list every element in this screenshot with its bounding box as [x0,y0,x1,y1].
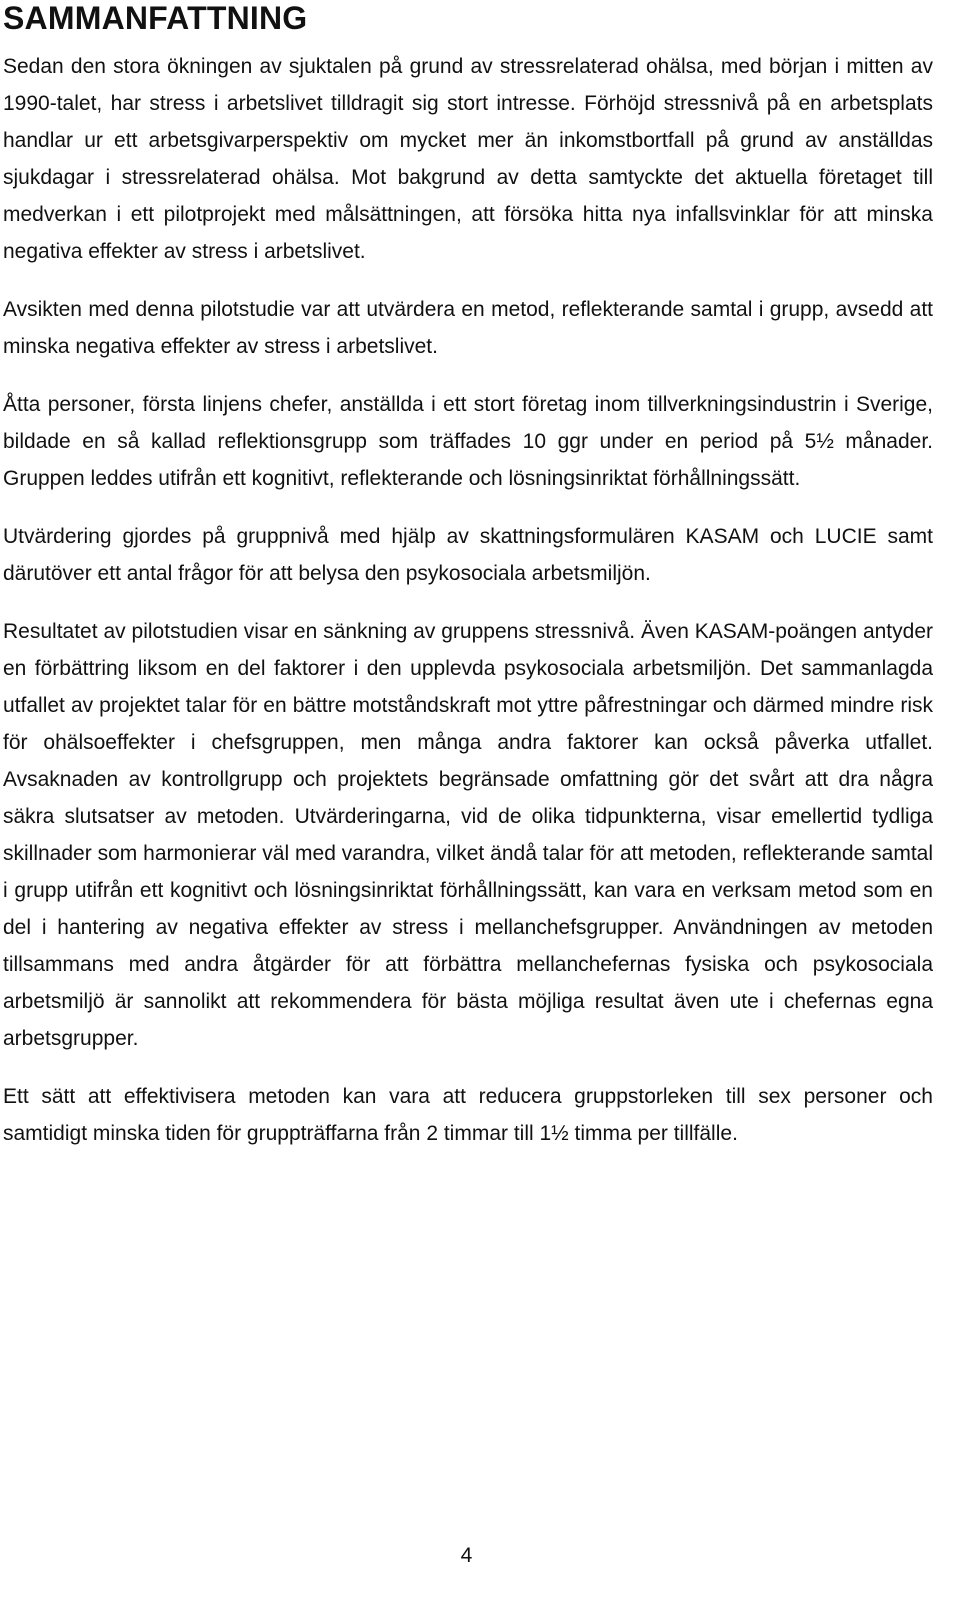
paragraph-evaluation: Utvärdering gjordes på gruppnivå med hjälp av skattningsformulären KASAM och LUCIE samt därutöver ett antal frågor för att belysa den psykosociala arbetsmiljön. [3,525,933,585]
paragraph-results: Resultatet av pilotstudien visar en sänkning av gruppens stressnivå. Även KASAM-poängen antyder en förbättring liksom en del faktorer i den upplevda psykosociala arbetsmiljön. Det sammanlagda utfallet av projektet talar för en bättre motståndskraft mot yttre påfrestningar och därmed mindre risk för ohälsoeffekter i chefsgruppen, men många andra faktorer kan också påverka utfallet. Avsaknaden av kontrollgrupp och projektets begränsade omfattning gör det svårt att dra några säkra slutsatser av metoden. Utvärderingarna, vid de olika tidpunkterna, visar emellertid tydliga skillnader som harmonierar väl med varandra, vilket ändå talar för att metoden, reflekterande samtal i grupp utifrån ett kognitivt och lösningsinriktat förhållningssätt, kan vara en verksam metod som en del i hantering av negativa effekter av stress i mellanchefsgrupper. Användningen av metoden tillsammans med andra åtgärder för att förbättra mellanchefernas fysiska och psykosociala arbetsmiljö är sannolikt att rekommendera för bästa möjliga resultat även ute i chefernas egna arbetsgrupper. [3,620,933,1050]
paragraph-method: Åtta personer, första linjens chefer, anställda i ett stort företag inom tillverkningsindustrin i Sverige, bildade en så kallad reflektionsgrupp som träffades 10 ggr under en period på 5½ månader. Gruppen leddes utifrån ett kognitivt, reflekterande och lösningsinriktat förhållningssätt. [3,393,933,490]
paragraph-recommendation: Ett sätt att effektivisera metoden kan vara att reducera gruppstorleken till sex personer och samtidigt minska tiden för gruppträffarna från 2 timmar till 1½ timma per tillfälle. [3,1085,933,1145]
paragraph-background: Sedan den stora ökningen av sjuktalen på grund av stressrelaterad ohälsa, med början i mitten av 1990-talet, har stress i arbetslivet tilldragit sig stort intresse. Förhöjd stressnivå på en arbetsplats handlar ur ett arbetsgivarperspektiv om mycket mer än inkomstbortfall på grund av anställdas sjukdagar i stressrelaterad ohälsa. Mot bakgrund av detta samtyckte det aktuella företaget till medverkan i ett pilotprojekt med målsättningen, att försöka hitta nya infallsvinklar för att minska negativa effekter av stress i arbetslivet. [3,55,933,263]
document-page [3,0,933,1152]
paragraph-purpose: Avsikten med denna pilotstudie var att utvärdera en metod, reflekterande samtal i grupp, avsedd att minska negativa effekter av stress i arbetslivet. [3,298,933,358]
section-heading: SAMMANFATTNING [3,0,308,36]
page-number: 4 [460,1544,473,1567]
